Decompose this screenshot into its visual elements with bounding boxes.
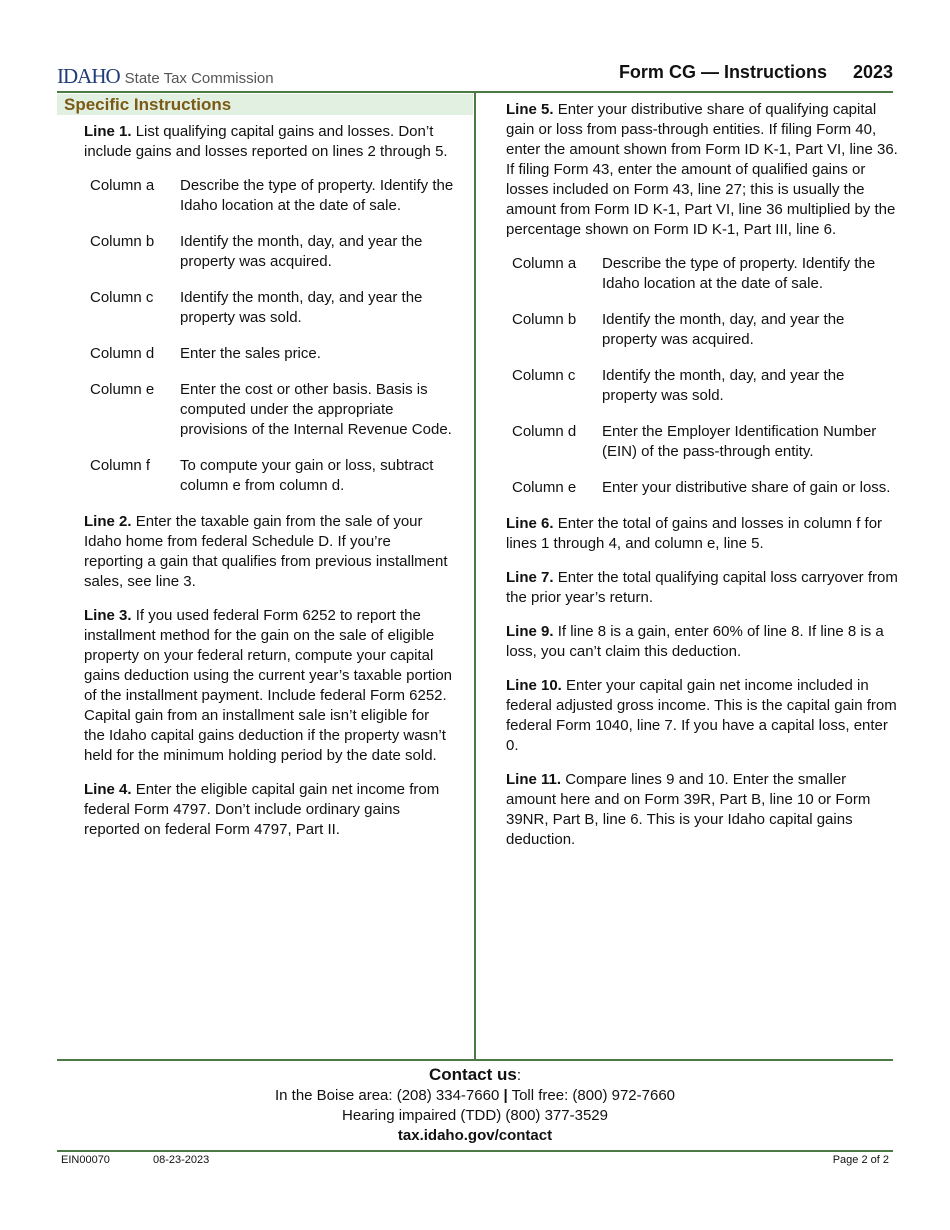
line-1-paragraph: Line 1. List qualifying capital gains and losses. Don’t include gains and losses reported on lines 2 through 5. (84, 123, 448, 160)
page-number: Page 2 of 2 (832, 1154, 889, 1166)
contact-rule (57, 1059, 893, 1061)
section-heading (57, 94, 473, 115)
column-row: Column e Enter your distributive share of gain or loss. (512, 479, 891, 496)
column-row: Column c Identify the month, day, and year the property was sold. (90, 289, 423, 326)
page-header (57, 60, 893, 92)
line-2-paragraph: Line 2. Enter the taxable gain from the sale of your Idaho home from federal Schedule D. If you’re reporting a gain that qualifies from previous installment sales, see line 3. (84, 513, 448, 590)
idaho-logo (57, 64, 274, 89)
column-row: Column d Enter the sales price. (90, 345, 321, 362)
form-title-text: Form CG — Instructions (618, 62, 827, 82)
column-row: Column e Enter the cost or other basis. Basis is computed under the appropriate provisions of the Internal Revenue Code. (90, 381, 452, 438)
line-5-column-list (512, 254, 898, 498)
footer-rule (57, 1150, 893, 1152)
line-3-paragraph: Line 3. If you used federal Form 6252 to report the installment method for the gain on the sale of eligible property on your federal return, compute your capital gains deduction using the current year’s taxable portion of the installment payment. Include federal Form 6252. Capital gain from an installment sale isn’t eligible for the Idaho capital gains deduction if the property wasn’t held for the minimum holding period by the date sold. (84, 607, 453, 764)
line-5-paragraph: Line 5. Enter your distributive share of qualifying capital gain or loss from pass-through entities. If filing Form 40, enter the amount shown from Form ID K-1, Part VI, line 36. If filing Form 43, enter the amount of qualified gains or losses included on Form 43, line 27; this is usually the amount from Form ID K-1, Part VI, line 36 multiplied by the percentage shown on Form ID K-1, Part III, line 6. (506, 101, 898, 238)
column-row: Column a Describe the type of property. Identify the Idaho location at the date of sale. (90, 177, 454, 214)
contact-heading: Contact us: (428, 1065, 521, 1084)
column-row: Column a Describe the type of property. Identify the Idaho location at the date of sale. (512, 255, 876, 292)
form-code: EIN00070 (61, 1154, 110, 1166)
line-11-paragraph: Line 11. Compare lines 9 and 10. Enter the smaller amount here and on Form 39R, Part B, line 10 or Form 39NR, Part B, line 6. This is your Idaho capital gains deduction. (506, 771, 871, 848)
line-7-paragraph: Line 7. Enter the total qualifying capital loss carryover from the prior year’s return. (506, 569, 898, 606)
line-9-paragraph: Line 9. If line 8 is a gain, enter 60% of line 8. If line 8 is a loss, you can’t claim this deduction. (506, 623, 884, 660)
right-column (506, 100, 898, 864)
line-6-paragraph: Line 6. Enter the total of gains and losses in column f for lines 1 through 4, and column e, line 5. (506, 515, 883, 552)
column-row: Column c Identify the month, day, and year the property was sold. (512, 367, 845, 404)
line-1-column-list (90, 176, 454, 496)
column-row: Column b Identify the month, day, and year the property was acquired. (512, 311, 845, 348)
section-title: Specific Instructions (64, 95, 232, 114)
contact-block (57, 1065, 893, 1146)
contact-link[interactable]: tax.idaho.gov/contact (397, 1127, 553, 1144)
contact-tdd: Hearing impaired (TDD) (800) 377-3529 (342, 1107, 608, 1124)
logo-text: State Tax Commission (124, 70, 274, 87)
revision-date: 08-23-2023 (153, 1154, 210, 1166)
column-row: Column f To compute your gain or loss, subtract column e from column d. (90, 457, 434, 494)
form-year: 2023 (852, 62, 893, 82)
line-4-paragraph: Line 4. Enter the eligible capital gain net income from federal Form 4797. Don’t include ordinary gains reported on federal Form 4797, Part II. (84, 781, 440, 838)
form-title (619, 62, 893, 83)
column-row: Column d Enter the Employer Identification Number (EIN) of the pass-through entity. (512, 423, 877, 460)
column-divider (474, 93, 476, 1061)
left-column (84, 122, 454, 854)
logo-mark: IDAHO (57, 64, 120, 88)
line-10-paragraph: Line 10. Enter your capital gain net income included in federal adjusted gross income. This is the capital gain from federal Form 1040, line 7. If you have a capital loss, enter 0. (506, 677, 897, 754)
contact-phones: In the Boise area: (208) 334-7660 | Toll free: (800) 972-7660 (274, 1087, 676, 1104)
column-row: Column b Identify the month, day, and year the property was acquired. (90, 233, 423, 270)
